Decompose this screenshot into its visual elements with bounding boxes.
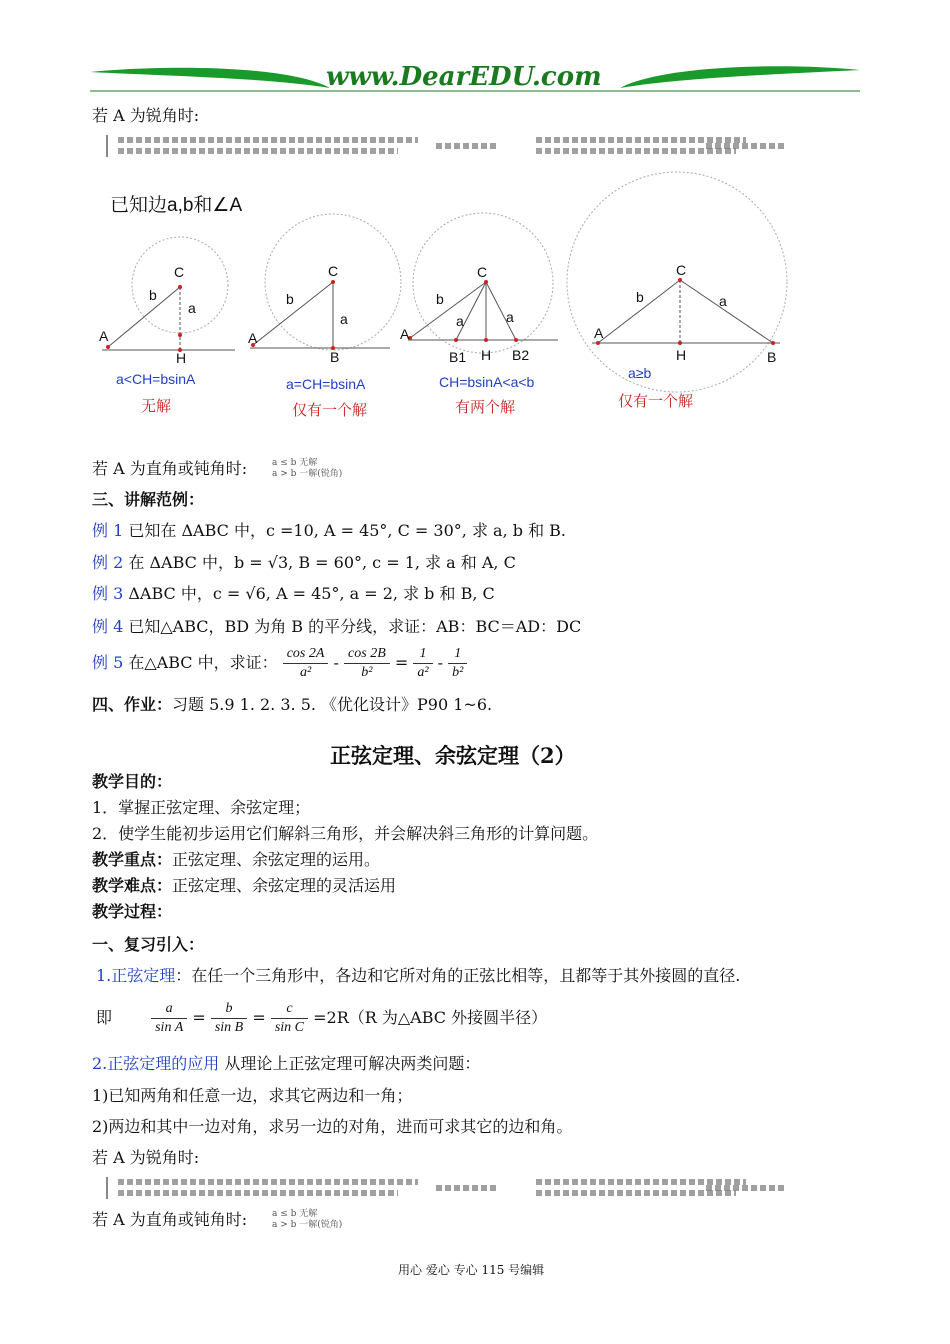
example-4-text: 已知△ABC，BD 为角 B 的平分线，求证：AB：BC＝AD：DC <box>123 617 582 636</box>
example-3-label: 例 3 <box>92 584 124 603</box>
blurred-formula-row <box>106 135 786 157</box>
case4-result: 仅有一个解 <box>618 392 694 410</box>
example-2 <box>92 550 516 573</box>
sine-law-formula: 即 $\frac{a}{\text{sin A}}$ = $\frac{b}{\text{sin B}}$ = $\frac{c}{\text{sin C}}$ =2R（R 为△ABC 外接圆半径） <box>96 1001 548 1035</box>
example-1-label: 例 1 <box>92 521 124 540</box>
label-b3: b <box>436 291 444 307</box>
triangle-cases-figure <box>90 170 810 430</box>
label-C4: C <box>676 262 687 278</box>
fraction-cos2A: $\frac{\cos 2A}{\text{a²}}$ <box>283 645 329 682</box>
acute-case-line-2: 若 A 为锐角时: <box>92 1148 200 1167</box>
label-B1: B1 <box>449 349 467 365</box>
application-line <box>92 1051 480 1074</box>
label-b2: b <box>286 291 294 307</box>
sine-law-label: 1.正弦定理 <box>96 966 176 985</box>
example-5: 例 5 在△ABC 中，求证： $\frac{\cos 2A}{\text{a²}}$ - $\frac{\cos 2B}{\text{b²}}$ = $\frac{1}{\text{a²}}$ - $\frac{1}{\text{b²}}$ <box>92 640 467 686</box>
label-C3: C <box>477 264 488 280</box>
label-a2: a <box>340 311 348 327</box>
case2-condition: a=CH=bsinA <box>286 376 366 392</box>
fraction-a-sinA: $\frac{a}{\text{sin A}}$ <box>151 1000 187 1037</box>
obtuse-case-line <box>92 456 343 479</box>
blurred-formula-row-2 <box>106 1177 786 1199</box>
homework-text: 习题 5.9 1. 2. 3. 5. 《优化设计》P90 1~6. <box>172 695 493 714</box>
obtuse-case-label: 若 A 为直角或钝角时: <box>92 459 248 478</box>
label-a1: a <box>188 300 196 316</box>
obtuse-case-label-2: 若 A 为直角或钝角时: <box>92 1210 248 1229</box>
obtuse-case-2-cond-2: a > b 一解(锐角) <box>272 1220 343 1230</box>
case3-result: 有两个解 <box>455 398 516 416</box>
ji-label: 即 <box>96 1008 113 1027</box>
site-logo-text: www.DearEDU.com <box>326 62 602 92</box>
label-A2: A <box>248 330 258 346</box>
homework-line <box>92 692 492 715</box>
header-banner <box>90 60 860 96</box>
case4-condition: a≥b <box>628 365 652 381</box>
difficulty-line <box>92 873 396 896</box>
figure-heading: 已知边a,b和∠A <box>110 195 243 216</box>
process-label: 教学过程： <box>92 902 173 921</box>
section-examples-heading: 三、讲解范例： <box>92 490 205 509</box>
label-C2: C <box>328 263 339 279</box>
example-3 <box>92 581 495 604</box>
case2-result: 仅有一个解 <box>292 401 368 419</box>
label-C1: C <box>174 264 185 280</box>
example-3-text: ΔABC 中，c = √6, A = 45°, a = 2, 求 b 和 B, C <box>123 584 495 603</box>
formula-tail: =2R（R 为△ABC 外接圆半径） <box>313 1008 548 1027</box>
label-A3: A <box>400 326 410 342</box>
homework-label: 四、作业： <box>92 695 173 714</box>
case3-condition: CH=bsinA<a<b <box>439 374 535 390</box>
example-5-label: 例 5 <box>92 653 124 672</box>
obtuse-case-cond-2: a > b 一解(锐角) <box>272 469 343 479</box>
application-text: 从理论上正弦定理可解决两类问题： <box>219 1054 481 1073</box>
fraction-c-sinC: $\frac{c}{\text{sin C}}$ <box>271 1000 308 1037</box>
goal-label: 教学目的： <box>92 772 173 791</box>
example-1-text: 已知在 ΔABC 中，c =10, A = 45°, C = 30°, 求 a, b 和 B. <box>123 521 567 540</box>
label-H1: H <box>176 350 187 366</box>
application-label: 2.正弦定理的应用 <box>92 1054 220 1073</box>
sine-law-line <box>96 963 740 986</box>
key-point-line <box>92 847 380 870</box>
obtuse-case-line-2 <box>92 1207 343 1230</box>
label-a4: a <box>719 293 727 309</box>
example-4 <box>92 614 581 637</box>
label-a3a: a <box>456 313 464 329</box>
label-B2: B <box>330 349 340 365</box>
application-2: 2)两边和其中一边对角，求另一边的对角，进而可求其它的边和角。 <box>92 1117 573 1136</box>
label-B4: B <box>767 349 777 365</box>
label-b1: b <box>149 287 157 303</box>
label-A1: A <box>99 328 109 344</box>
label-a3b: a <box>506 309 514 325</box>
example-4-label: 例 4 <box>92 617 124 636</box>
label-B2b: B2 <box>512 347 530 363</box>
case1-condition: a<CH=bsinA <box>116 371 196 387</box>
fraction-b-sinB: $\frac{b}{\text{sin B}}$ <box>211 1000 247 1037</box>
review-heading: 一、复习引入： <box>92 935 205 954</box>
difficulty-text: 正弦定理、余弦定理的灵活运用 <box>172 876 397 895</box>
case1-result: 无解 <box>141 397 172 415</box>
goal-2: 2．使学生能初步运用它们解斜三角形，并会解决斜三角形的计算问题。 <box>92 824 599 843</box>
example-1 <box>92 518 566 541</box>
lesson-title: 正弦定理、余弦定理（2） <box>330 743 576 768</box>
label-H4: H <box>676 347 687 363</box>
page-footer: 用心 爱心 专心 115 号编辑 <box>398 1263 545 1277</box>
obtuse-case-2-cond-1: a ≤ b 无解 <box>272 1209 318 1219</box>
obtuse-case-cond-1: a ≤ b 无解 <box>272 458 318 468</box>
fraction-1-a2: $\frac{1}{\text{a²}}$ <box>413 645 432 682</box>
goal-1: 1．掌握正弦定理、余弦定理； <box>92 798 311 817</box>
key-point-text: 正弦定理、余弦定理的运用。 <box>172 850 381 869</box>
key-point-label: 教学重点： <box>92 850 173 869</box>
fraction-1-b2: $\frac{1}{\text{b²}}$ <box>448 645 467 682</box>
label-b4: b <box>636 289 644 305</box>
difficulty-label: 教学难点： <box>92 876 173 895</box>
acute-case-line: 若 A 为锐角时: <box>92 106 200 125</box>
label-H3: H <box>481 347 492 363</box>
fraction-cos2B: $\frac{\cos 2B}{\text{b²}}$ <box>344 645 390 682</box>
sine-law-text: ：在任一个三角形中，各边和它所对角的正弦比相等，且都等于其外接圆的直径. <box>175 966 741 985</box>
example-2-label: 例 2 <box>92 553 124 572</box>
example-2-text: 在 ΔABC 中，b = √3, B = 60°, c = 1, 求 a 和 A, C <box>123 553 516 572</box>
example-5-text: 在△ABC 中，求证： <box>123 653 278 672</box>
label-A4: A <box>594 325 604 341</box>
application-1: 1)已知两角和任意一边，求其它两边和一角； <box>92 1086 413 1105</box>
